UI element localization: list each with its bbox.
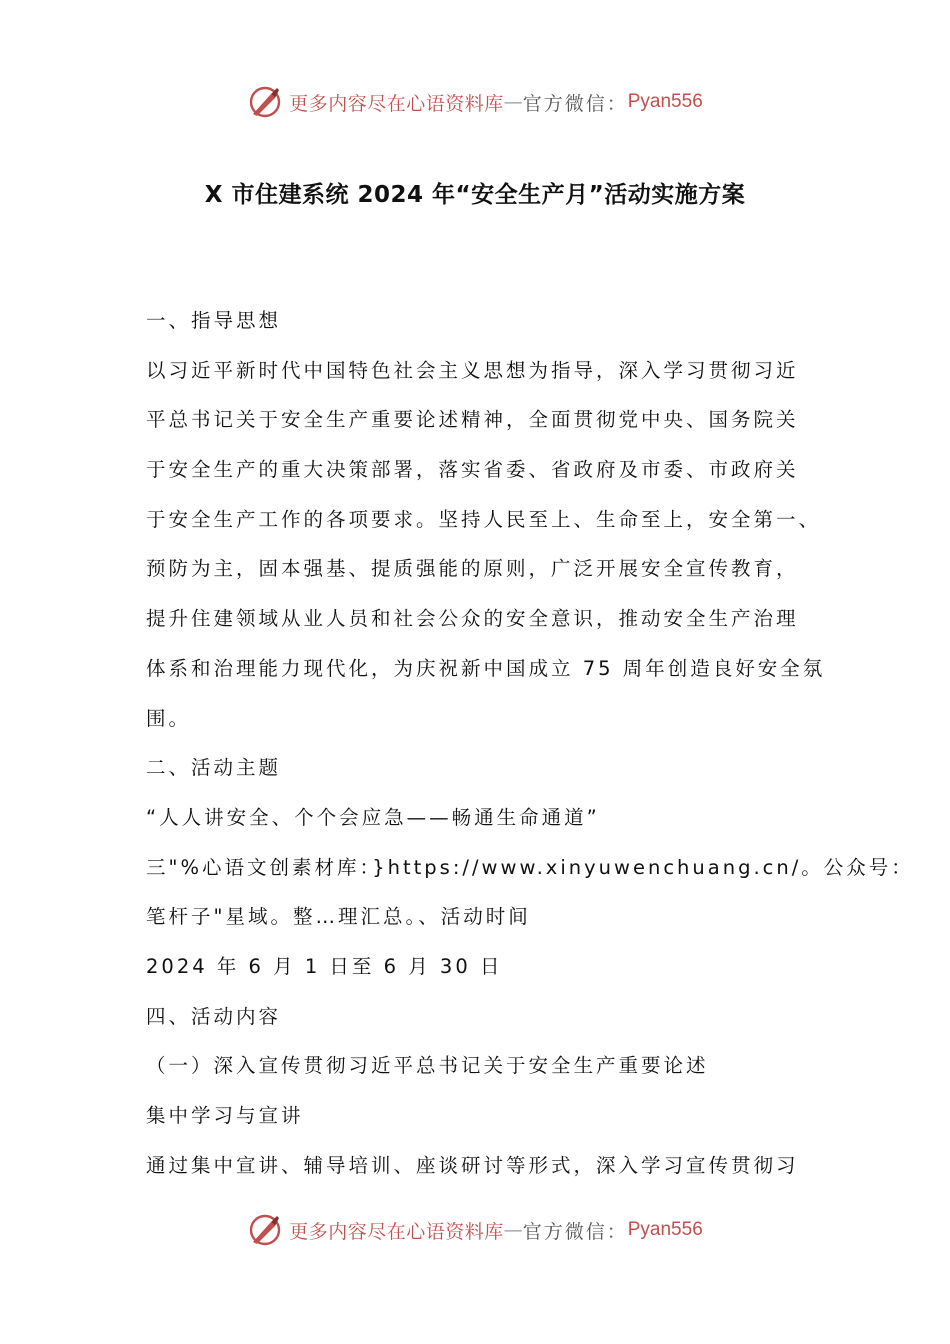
banner-wechat-label: 官方微信： [522,1220,628,1243]
paragraph-line: 笔杆子"星域。整…理汇总。、活动时间 [146,905,531,929]
pen-logo-icon [247,1212,283,1248]
header-banner [0,82,950,122]
subsection-heading: （一）深入宣传贯彻习近平总书记关于安全生产重要论述 [146,1054,709,1078]
paragraph-line: 平总书记关于安全生产重要论述精神，全面贯彻党中央、国务院关 [146,408,799,432]
subsection-heading: 集中学习与宣讲 [146,1104,304,1127]
banner-dash: — [503,1219,523,1241]
banner-text: 更多内容尽在心语资料库 [289,1220,504,1243]
section-heading: 二、活动主题 [146,756,282,780]
pen-logo-icon [247,84,283,120]
paragraph-line: 于安全生产的重大决策部署，落实省委、省政府及市委、市政府关 [146,458,799,482]
document-title: X 市住建系统 2024 年“安全生产月”活动实施方案 [204,182,746,208]
banner-text: 更多内容尽在心语资料库 [289,92,504,115]
footer-banner [0,1210,950,1250]
paragraph-line: 体系和治理能力现代化，为庆祝新中国成立 75 周年创造良好安全氛 [146,656,826,680]
paragraph-line: 围。 [146,706,192,730]
date-line: 2024 年 6 月 1 日至 6 月 30 日 [146,954,503,978]
paragraph-line: 三"%心语文创素材库：}https://www.xinyuwenchuang.cn/。公众号： [146,855,914,879]
banner-dash: — [503,91,523,113]
banner-wechat-id: Pyan556 [627,1219,703,1240]
theme-line: “人人讲安全、个个会应急——畅通生命通道” [146,805,600,829]
banner-wechat-id: Pyan556 [627,91,703,112]
paragraph-line: 通过集中宣讲、辅导培训、座谈研讨等形式，深入学习宣传贯彻习 [146,1153,799,1177]
paragraph-line: 预防为主，固本强基、提质强能的原则，广泛开展安全宣传教育， [146,557,799,581]
paragraph-line: 提升住建领域从业人员和社会公众的安全意识，推动安全生产治理 [146,607,799,631]
document-body [146,296,914,1190]
paragraph-line: 于安全生产工作的各项要求。坚持人民至上、生命至上，安全第一、 [146,507,822,531]
banner-wechat-label: 官方微信： [522,92,628,115]
paragraph-line: 以习近平新时代中国特色社会主义思想为指导，深入学习贯彻习近 [146,358,799,382]
section-heading: 一、指导思想 [146,309,282,332]
section-heading: 四、活动内容 [146,1004,282,1028]
